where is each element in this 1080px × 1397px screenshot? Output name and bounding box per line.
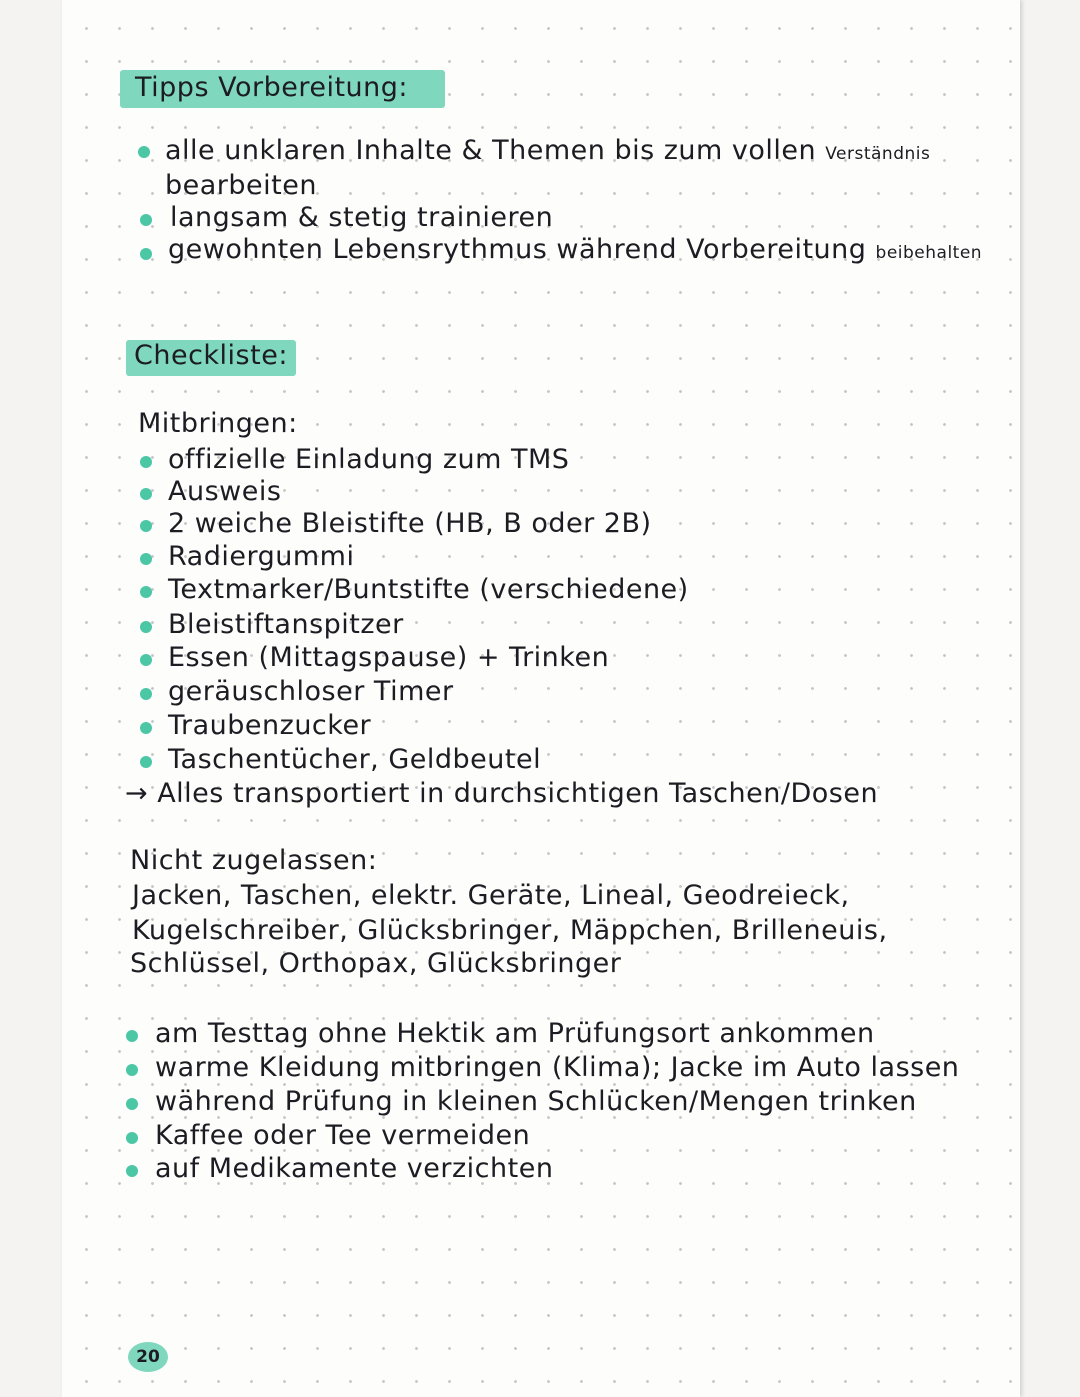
bullet-icon — [140, 248, 152, 260]
bullet-icon — [138, 146, 150, 158]
tips-item-text: gewohnten Lebensrythmus während Vorbereitung — [168, 234, 867, 265]
tips-heading: Tipps Vorbereitung: — [135, 72, 409, 103]
bring-item: Taschentücher, Geldbeutel — [168, 744, 542, 775]
bullet-icon — [140, 722, 152, 734]
tips-item-small: Verständnis — [825, 144, 931, 164]
extra-tip-item: Kaffee oder Tee vermeiden — [155, 1120, 531, 1151]
bullet-icon — [140, 456, 152, 468]
bullet-icon — [126, 1064, 138, 1076]
arrow-note: → Alles transportiert in durchsichtigen Taschen/Dosen — [125, 778, 879, 809]
bullet-icon — [140, 688, 152, 700]
bullet-icon — [126, 1132, 138, 1144]
not-allowed-line: Kugelschreiber, Glücksbringer, Mäppchen, Brilleneuis, — [132, 915, 888, 946]
tips-item-text: alle unklaren Inhalte & Themen bis zum vollen — [165, 135, 817, 166]
bullet-icon — [140, 654, 152, 666]
bring-item: Essen (Mittagspause) + Trinken — [168, 642, 610, 673]
bullet-icon — [140, 756, 152, 768]
extra-tip-item: warme Kleidung mitbringen (Klima); Jacke im Auto lassen — [155, 1052, 960, 1083]
bring-item: Traubenzucker — [168, 710, 372, 741]
bullet-icon — [140, 553, 152, 565]
bullet-icon — [126, 1165, 138, 1177]
bullet-icon — [140, 586, 152, 598]
tips-item-small: beibehalten — [875, 243, 983, 263]
page-number: 20 — [128, 1342, 168, 1372]
extra-tip-item: während Prüfung in kleinen Schlücken/Mengen trinken — [155, 1086, 917, 1117]
bring-item: Bleistiftanspitzer — [168, 609, 404, 640]
bullet-icon — [140, 214, 152, 226]
bullet-icon — [140, 520, 152, 532]
tips-item: langsam & stetig trainieren — [170, 202, 554, 233]
tips-item — [165, 135, 930, 166]
bring-item: offizielle Einladung zum TMS — [168, 444, 570, 475]
bring-item: Ausweis — [168, 476, 282, 507]
bullet-icon — [140, 621, 152, 633]
bring-label: Mitbringen: — [138, 408, 298, 439]
not-allowed-line: Jacken, Taschen, elektr. Geräte, Lineal, Geodreieck, — [132, 880, 850, 911]
checklist-heading: Checkliste: — [134, 340, 288, 371]
bring-item: geräuschloser Timer — [168, 676, 454, 707]
not-allowed-line: Schlüssel, Orthopax, Glücksbringer — [130, 948, 622, 979]
bullet-icon — [140, 488, 152, 500]
bring-item: Textmarker/Buntstifte (verschiedene) — [168, 574, 689, 605]
extra-tip-item: auf Medikamente verzichten — [155, 1153, 554, 1184]
tips-item — [168, 234, 982, 265]
extra-tip-item: am Testtag ohne Hektik am Prüfungsort ankommen — [155, 1018, 875, 1049]
bring-item: Radiergummi — [168, 541, 355, 572]
bring-item: 2 weiche Bleistifte (HB, B oder 2B) — [168, 508, 652, 539]
not-allowed-label: Nicht zugelassen: — [130, 845, 378, 876]
tips-item-cont: bearbeiten — [165, 170, 317, 201]
bullet-icon — [126, 1098, 138, 1110]
bullet-icon — [126, 1030, 138, 1042]
